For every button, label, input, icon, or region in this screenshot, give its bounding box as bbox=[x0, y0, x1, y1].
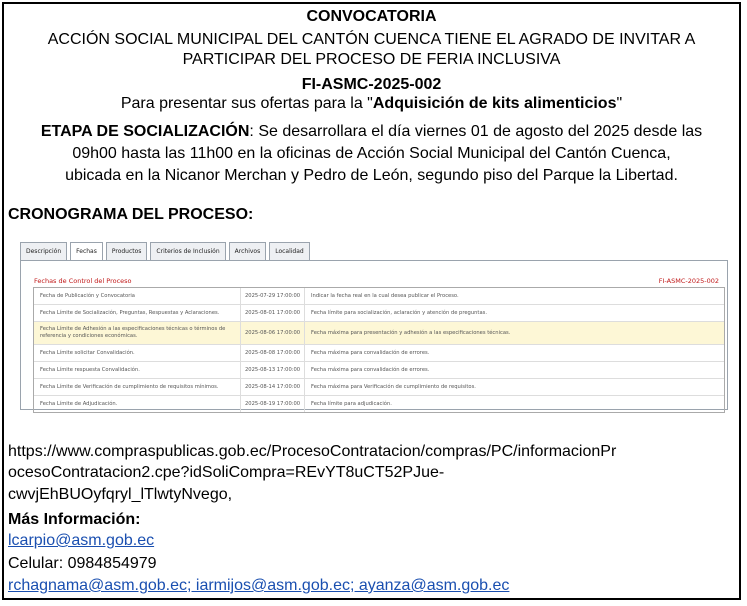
email-link[interactable]: lcarpio@asm.gob.ec bbox=[8, 532, 155, 549]
offer-suffix: " bbox=[616, 95, 623, 112]
row-date: 2025-08-19 17:00:00 bbox=[240, 396, 304, 412]
document-title: CONVOCATORIA bbox=[306, 8, 437, 25]
row-description: Indicar la fecha real en la cual desea publicar el Proceso. bbox=[304, 288, 724, 304]
tab-localidad[interactable]: Localidad bbox=[269, 242, 310, 261]
row-label: Fecha Límite solicitar Convalidación. bbox=[40, 349, 135, 356]
row-label: Fecha Límite de Verificación de cumplimiento de requisitos mínimos. bbox=[40, 383, 219, 390]
portal-tabs bbox=[20, 242, 313, 260]
table-row bbox=[34, 305, 724, 322]
stage-line-1-text: : Se desarrollara el día viernes 01 de agosto del 2025 desde las bbox=[249, 123, 703, 140]
dates-panel bbox=[20, 260, 728, 410]
offer-subject: Adquisición de kits alimenticios bbox=[372, 95, 617, 112]
table-row bbox=[34, 396, 724, 412]
row-date: 2025-08-14 17:00:00 bbox=[240, 379, 304, 395]
stage-line-3: ubicada en la Nicanor Merchan y Pedro de León, segundo piso del Parque la Libertad. bbox=[65, 167, 678, 184]
tab-fechas[interactable]: Fechas bbox=[70, 242, 103, 261]
tab-criterios-inclusion[interactable]: Criterios de Inclusión bbox=[150, 242, 225, 261]
tab-descripcion[interactable]: Descripción bbox=[20, 242, 67, 261]
contact-phone: Celular: 0984854979 bbox=[8, 555, 157, 572]
row-description: Fecha máxima para convalidación de errores. bbox=[304, 362, 724, 378]
process-code: FI-ASMC-2025-002 bbox=[301, 76, 442, 93]
row-description: Fecha máxima para presentación y adhesión a las especificaciones técnicas. bbox=[304, 322, 724, 344]
panel-process-code: FI-ASMC-2025-002 bbox=[658, 277, 719, 285]
row-label: Fecha Límite de Socialización, Preguntas, Respuestas y Aclaraciones. bbox=[40, 309, 220, 316]
stage-line-1 bbox=[0, 123, 743, 141]
row-label: Fecha Límite de Adhesión a las especificaciones técnicas o términos de referencia y condiciones económicas. bbox=[40, 326, 226, 339]
email-links[interactable]: rchagnama@asm.gob.ec; iarmijos@asm.gob.ec; ayanza@asm.gob.ec bbox=[8, 577, 510, 594]
row-description: Fecha máxima para convalidación de errores. bbox=[304, 345, 724, 361]
row-label: Fecha Límite respuesta Convalidación. bbox=[40, 366, 140, 373]
row-description: Fecha límite para adjudicación. bbox=[304, 396, 724, 412]
row-date: 2025-08-13 17:00:00 bbox=[240, 362, 304, 378]
schedule-heading: CRONOGRAMA DEL PROCESO: bbox=[8, 206, 254, 223]
table-row-highlighted bbox=[34, 322, 724, 345]
row-label: Fecha Límite de Adjudicación. bbox=[40, 400, 118, 407]
panel-title: Fechas de Control del Proceso bbox=[34, 277, 132, 285]
offer-line bbox=[0, 95, 743, 113]
more-info-heading: Más Información: bbox=[8, 511, 141, 528]
tab-productos[interactable]: Productos bbox=[106, 242, 148, 261]
table-row bbox=[34, 362, 724, 379]
row-date: 2025-08-08 17:00:00 bbox=[240, 345, 304, 361]
table-row bbox=[34, 288, 724, 305]
row-date: 2025-08-06 17:00:00 bbox=[240, 322, 304, 344]
stage-line-2: 09h00 hasta las 11h00 en la oficinas de Acción Social Municipal del Cantón Cuenca, bbox=[72, 145, 671, 162]
table-row bbox=[34, 379, 724, 396]
process-url-line-1[interactable]: https://www.compraspublicas.gob.ec/ProcesoContratacion/compras/PC/informacionPr bbox=[8, 443, 617, 460]
header-line-2: PARTICIPAR DEL PROCESO DE FERIA INCLUSIVA bbox=[182, 51, 561, 68]
row-description: Fecha límite para socialización, aclaración y atención de preguntas. bbox=[304, 305, 724, 321]
row-date: 2025-08-01 17:00:00 bbox=[240, 305, 304, 321]
stage-label: ETAPA DE SOCIALIZACIÓN bbox=[40, 123, 250, 140]
contact-emails-secondary[interactable] bbox=[8, 577, 509, 595]
tab-archivos[interactable]: Archivos bbox=[229, 242, 267, 261]
offer-prefix: Para presentar sus ofertas para la " bbox=[120, 95, 373, 112]
header-line-1: ACCIÓN SOCIAL MUNICIPAL DEL CANTÓN CUENCA TIENE EL AGRADO DE INVITAR A bbox=[47, 31, 696, 48]
process-url-line-3[interactable]: cwvjEhBUOyfqryl_lTlwtyNvego, bbox=[8, 486, 233, 503]
portal-screenshot bbox=[18, 236, 729, 412]
process-url-line-2[interactable]: ocesoContratacion2.cpe?idSoliCompra=REvYT8uCT52PJue- bbox=[8, 464, 445, 481]
dates-table bbox=[33, 287, 725, 413]
row-description: Fecha máxima para Verificación de cumplimiento de requisitos. bbox=[304, 379, 724, 395]
row-date: 2025-07-29 17:00:00 bbox=[240, 288, 304, 304]
table-row bbox=[34, 345, 724, 362]
contact-email-primary[interactable] bbox=[8, 532, 154, 550]
row-label: Fecha de Publicación y Convocatoria bbox=[40, 292, 135, 299]
